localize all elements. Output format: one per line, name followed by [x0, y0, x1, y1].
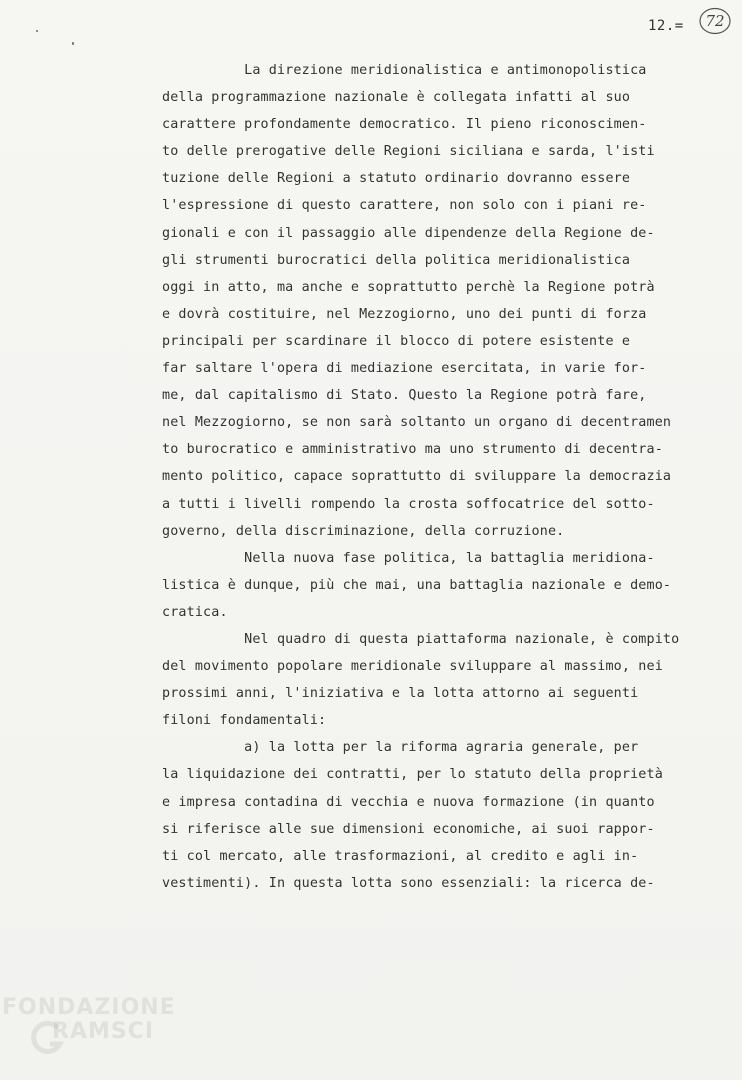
watermark-line-2: RAMSCI	[52, 1019, 155, 1044]
text-line: e impresa contadina di vecchia e nuova formazione (in quanto	[162, 794, 655, 810]
typed-body-text	[162, 57, 722, 897]
page-number: 12.=	[648, 18, 684, 34]
text-line: principali per scardinare il blocco di potere esistente e	[162, 333, 631, 349]
text-line: oggi in atto, ma anche e soprattutto perchè la Regione potrà	[162, 279, 655, 295]
archive-number: 72	[705, 12, 725, 30]
text-line: gli strumenti burocratici della politica meridionalistica	[162, 252, 631, 268]
text-line: carattere profondamente democratico. Il pieno riconoscimen-	[162, 117, 647, 133]
text-line: Nella nuova fase politica, la battaglia meridiona-	[162, 550, 655, 566]
text-line: mento politico, capace soprattutto di sviluppare la democrazia	[162, 469, 672, 485]
ink-speck	[36, 30, 38, 32]
text-line: listica è dunque, più che mai, una battaglia nazionale e demo-	[162, 577, 672, 593]
text-line: tuzione delle Regioni a statuto ordinario dovranno essere	[162, 171, 631, 187]
watermark-logo-icon	[28, 1018, 68, 1058]
text-line: governo, della discriminazione, della corruzione.	[162, 523, 565, 539]
ink-speck	[72, 42, 74, 45]
text-line: to delle prerogative delle Regioni siciliana e sarda, l'isti	[162, 144, 655, 160]
text-line: la liquidazione dei contratti, per lo statuto della proprietà	[162, 767, 663, 783]
text-line: e dovrà costituire, nel Mezzogiorno, uno dei punti di forza	[162, 306, 647, 322]
archive-watermark	[2, 996, 202, 1076]
text-line: si riferisce alle sue dimensioni economiche, ai suoi rappor-	[162, 821, 655, 837]
text-line: gionali e con il passaggio alle dipendenze della Regione de-	[162, 225, 655, 241]
text-line: a tutti i livelli rompendo la crosta soffocatrice del sotto-	[162, 496, 655, 512]
text-line: l'espressione di questo carattere, non solo con i piani re-	[162, 198, 647, 214]
text-line: Nel quadro di questa piattaforma nazionale, è compito	[162, 631, 680, 647]
text-line: far saltare l'opera di mediazione esercitata, in varie for-	[162, 361, 647, 377]
archive-stamp-number	[698, 6, 732, 36]
text-line: cratica.	[162, 604, 228, 620]
text-line: me, dal capitalismo di Stato. Questo la Regione potrà fare,	[162, 388, 647, 404]
text-line: ti col mercato, alle trasformazioni, al credito e agli in-	[162, 848, 639, 864]
text-line: del movimento popolare meridionale sviluppare al massimo, nei	[162, 659, 663, 675]
text-line: to burocratico e amministrativo ma uno strumento di decentra-	[162, 442, 663, 458]
text-line: filoni fondamentali:	[162, 713, 327, 729]
watermark-line-1: FONDAZIONE	[2, 995, 176, 1020]
text-line: nel Mezzogiorno, se non sarà soltanto un organo di decentramen	[162, 415, 672, 431]
text-line: a) la lotta per la riforma agraria generale, per	[162, 740, 639, 756]
text-line: vestimenti). In questa lotta sono essenziali: la ricerca de-	[162, 875, 655, 891]
text-line: La direzione meridionalistica e antimonopolistica	[162, 63, 647, 78]
text-line: prossimi anni, l'iniziativa e la lotta attorno ai seguenti	[162, 686, 639, 702]
text-line: della programmazione nazionale è collegata infatti al suo	[162, 90, 631, 106]
